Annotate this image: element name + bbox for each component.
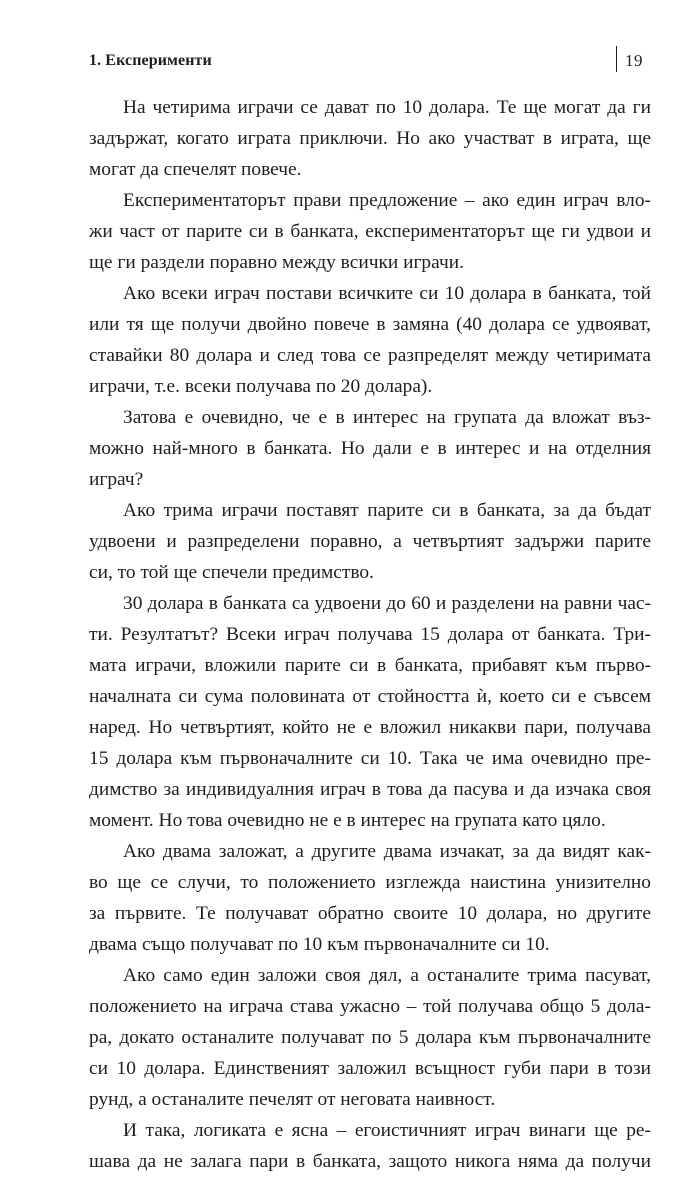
paragraph-line: Затова е очевидно, че е в интерес на групата да вложат въз- xyxy=(123,407,651,428)
paragraph-line: си 10 долара. Единственият заложил всъщност губи пари в този xyxy=(89,1058,651,1079)
paragraph-line: удвоени и разпределени поравно, а четвъртият задържи парите xyxy=(89,531,651,552)
body-text xyxy=(89,92,651,1177)
paragraph-line: Ако само един заложи своя дял, а останалите трима пасуват, xyxy=(123,965,651,986)
paragraph xyxy=(89,92,651,185)
paragraph-line: жи част от парите си в банката, експериментаторът ще ги удвои и xyxy=(89,221,651,242)
paragraph-line: Ако всеки играч постави всичките си 10 долара в банката, той xyxy=(123,283,651,304)
paragraph-line: Експериментаторът прави предложение – ако един играч вло- xyxy=(123,190,651,211)
paragraph-line: во ще се случи, то положението изглежда наистина унизително xyxy=(89,872,651,893)
paragraph-line: Ако двама заложат, а другите двама изчакат, за да видят как- xyxy=(123,841,651,862)
paragraph-line: си, то той ще спечели предимство. xyxy=(89,562,374,583)
paragraph-line: шава да не залага пари в банката, защото никога няма да получи xyxy=(89,1151,651,1172)
paragraph-line: задържат, когато играта приключи. Но ако участват в играта, ще xyxy=(89,128,651,149)
paragraph xyxy=(89,960,651,1115)
running-header xyxy=(89,46,651,74)
paragraph-line: двама също получават по 10 към първоначалните си 10. xyxy=(89,934,550,955)
paragraph xyxy=(89,1115,651,1177)
paragraph-line: началната си сума половината от стойността ѝ, което си е съвсем xyxy=(89,686,651,707)
paragraph-line: ти. Резултатът? Всеки играч получава 15 долара от банката. Три- xyxy=(89,624,651,645)
paragraph xyxy=(89,278,651,402)
paragraph-line: положението на играча става ужасно – той получава общо 5 дола- xyxy=(89,996,651,1017)
paragraph-line: На четирима играчи се дават по 10 долара. Те ще могат да ги xyxy=(123,97,651,118)
paragraph-line: рунд, а останалите печелят от неговата наивност. xyxy=(89,1089,496,1110)
paragraph-line: Ако трима играчи поставят парите си в банката, за да бъдат xyxy=(123,500,651,521)
chapter-title: 1. Експерименти xyxy=(89,52,212,69)
paragraph-line: димство за индивидуалния играч в това да пасува и да изчака своя xyxy=(89,779,651,800)
page-number: 19 xyxy=(625,51,643,70)
paragraph xyxy=(89,185,651,278)
header-separator xyxy=(616,46,617,72)
paragraph-line: ра, докато останалите получават по 5 долара към първоначалните xyxy=(89,1027,651,1048)
paragraph xyxy=(89,836,651,960)
paragraph-line: И така, логиката е ясна – егоистичният играч винаги ще ре- xyxy=(123,1120,651,1141)
paragraph-line: 15 долара към първоначалните си 10. Така че има очевидно пре- xyxy=(89,748,651,769)
paragraph-line: могат да спечелят повече. xyxy=(89,159,302,180)
paragraph-line: 30 долара в банката са удвоени до 60 и разделени на равни час- xyxy=(123,593,651,614)
paragraph-line: за първите. Те получават обратно своите 10 долара, но другите xyxy=(89,903,651,924)
paragraph-line: момент. Но това очевидно не е в интерес на групата като цяло. xyxy=(89,810,606,831)
paragraph-line: ще ги раздели поравно между всички играчи. xyxy=(89,252,464,273)
paragraph-line: мата играчи, вложили парите си в банката, прибавят към първо- xyxy=(89,655,651,676)
paragraph xyxy=(89,402,651,495)
paragraph-line: играч? xyxy=(89,469,144,490)
paragraph xyxy=(89,495,651,588)
paragraph-line: можно най-много в банката. Но дали е в интерес и на отделния xyxy=(89,438,651,459)
paragraph-line: наред. Но четвъртият, който не е вложил никакви пари, получава xyxy=(89,717,651,738)
paragraph-line: играчи, т.е. всеки получава по 20 долара). xyxy=(89,376,433,397)
paragraph-line: ставайки 80 долара и след това се разпределят между четиримата xyxy=(89,345,651,366)
paragraph-line: или тя ще получи двойно повече в замяна (40 долара се удвояват, xyxy=(89,314,651,335)
paragraph xyxy=(89,588,651,836)
